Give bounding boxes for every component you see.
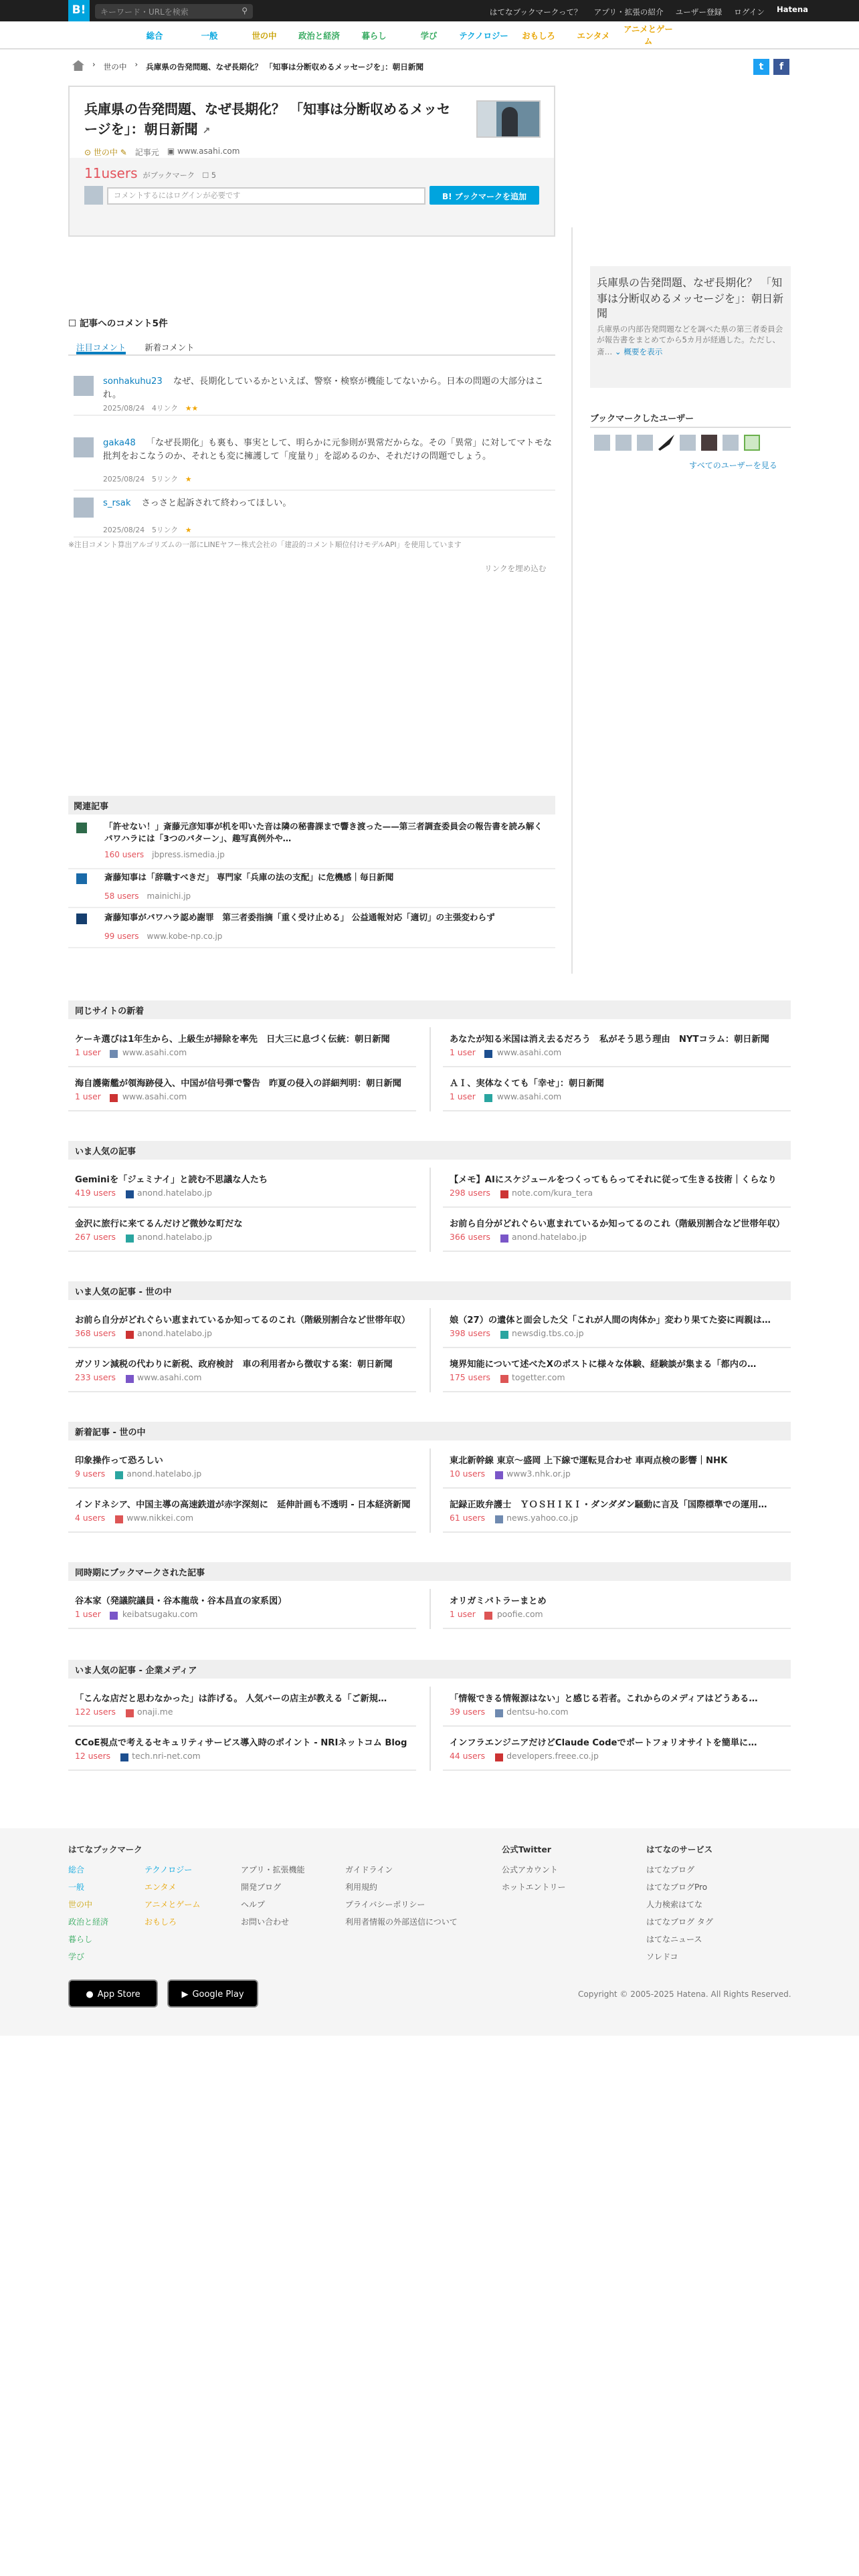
footer-link[interactable]: 暮らし (68, 1935, 93, 1945)
article-item (68, 1588, 416, 1629)
article-item (68, 1729, 416, 1771)
article-meta (75, 1189, 212, 1198)
comment-item (74, 437, 555, 491)
favicon-icon (494, 1471, 502, 1479)
favicon-icon (125, 1234, 133, 1242)
apple-icon: ● (86, 1988, 94, 1999)
entry-bookmark-area (70, 158, 554, 235)
related-item (68, 869, 555, 908)
avatar[interactable] (74, 498, 94, 518)
article-title[interactable]: インフラエンジニアだけどClaude Codeでポートフォリオサイトを簡単に… (450, 1737, 757, 1748)
favicon-icon (110, 1611, 118, 1619)
footer-link[interactable]: テクノロジー (145, 1866, 193, 1875)
favicon-icon (76, 823, 87, 833)
category-tab[interactable]: エンタメ (577, 31, 610, 41)
related-title[interactable]: 斎藤知事は「辞職すべきだ」 専門家「兵庫の法の支配」に危機感｜毎日新聞 (104, 873, 394, 883)
footer-col-services: はてなのサービス はてなブログ はてなブログPro 人力検索はてな はてなブログ タグ はてなニュース ソレドコ (646, 1842, 713, 1966)
top-bar (0, 0, 859, 21)
article-domain[interactable]: www.asahi.com (122, 1049, 187, 1058)
article-domain[interactable]: anond.hatelabo.jp (137, 1233, 212, 1243)
category-tab[interactable]: 一般 (201, 31, 218, 41)
comment-user[interactable]: gaka48 (103, 437, 136, 448)
article-title[interactable]: あなたが知る米国は消え去るだろう 私がそう思う理由 NYTコラム：朝日新聞 (450, 1034, 769, 1045)
comment-item (74, 498, 555, 538)
bookmark-user-count[interactable]: 11users がブックマーク ☐ 5 (84, 167, 216, 182)
article-users[interactable]: 1 user (450, 1610, 476, 1620)
link-label: リンク (156, 527, 178, 535)
article-meta (450, 1233, 587, 1243)
article-item (443, 1491, 791, 1533)
category-tab[interactable]: 世の中 (252, 31, 277, 41)
related-title[interactable]: 「許せない！」斎藤元彦知事が机を叩いた音は隣の秘書課まで響き渡った——第三者調査委員会の報告書を読み解く パワハラには「3つのパターン」、趣写真例外や… (104, 823, 543, 845)
entry-category[interactable]: ⊙ 世の中 ✎ (84, 148, 127, 158)
article-title[interactable]: 「情報できる情報源はない」と感じる若者。これからのメディアはどうある… (450, 1693, 758, 1704)
comment-user[interactable]: s_rsak (103, 498, 131, 508)
article-domain[interactable]: www.asahi.com (496, 1093, 562, 1102)
article-domain[interactable]: onaji.me (137, 1708, 173, 1717)
article-title[interactable]: 印象操作って恐ろしい (75, 1455, 163, 1466)
category-nav (0, 21, 859, 49)
footer (0, 1828, 859, 2036)
article-item (68, 1307, 416, 1348)
article-title[interactable]: オリガミバトラーまとめ (450, 1596, 547, 1606)
article-domain[interactable]: www.asahi.com (496, 1049, 562, 1058)
article-item (443, 1307, 791, 1348)
related-users[interactable]: 58 users (104, 892, 139, 901)
article-users[interactable]: 61 users (450, 1514, 486, 1523)
article-domain[interactable]: anond.hatelabo.jp (137, 1329, 212, 1339)
favicon-icon (110, 1093, 118, 1101)
article-users[interactable]: 175 users (450, 1374, 490, 1383)
footer-link[interactable]: ホットエントリー (502, 1883, 566, 1893)
article-domain[interactable]: www.nikkei.com (126, 1514, 193, 1523)
comment-meta (103, 473, 192, 484)
footer-link[interactable]: おもしろ (145, 1918, 177, 1927)
avatar[interactable] (658, 435, 674, 451)
column-divider (430, 1448, 431, 1533)
section-heading: 同時期にブックマークされた記事 (68, 1562, 791, 1581)
article-users[interactable]: 368 users (75, 1329, 116, 1339)
column-divider (430, 1687, 431, 1771)
comment-meta (103, 403, 198, 413)
entry-meta (84, 146, 240, 158)
avatar[interactable] (701, 435, 717, 451)
favicon-icon (500, 1330, 508, 1338)
column-divider (430, 1308, 431, 1392)
avatar[interactable] (637, 435, 653, 451)
related-domain[interactable]: mainichi.jp (147, 892, 191, 901)
article-domain[interactable]: www.asahi.com (122, 1093, 187, 1102)
footer-link[interactable]: 開発ブログ (241, 1883, 282, 1893)
article-item (443, 1588, 791, 1629)
column-divider (430, 1168, 431, 1252)
sidebar-title[interactable]: 兵庫県の告発問題、なぜ長期化？ 「知事は分断収めるメッセージを」：朝日新聞 (597, 277, 784, 320)
article-meta (75, 1329, 212, 1339)
category-tab[interactable]: 総合 (146, 31, 163, 41)
footer-col-bookmark-2 (145, 1862, 200, 1931)
article-domain[interactable]: www.asahi.com (137, 1374, 202, 1383)
article-meta (75, 1093, 187, 1102)
category-tab[interactable]: おもしろ (522, 31, 555, 41)
section-heading: いま人気の記事 (68, 1141, 791, 1160)
article-meta (450, 1189, 593, 1198)
section-heading: いま人気の記事 - 企業メディア (68, 1660, 791, 1679)
footer-link[interactable]: 総合 (68, 1866, 85, 1875)
sidebar-summary (590, 266, 791, 388)
article-domain[interactable]: developers.freee.co.jp (506, 1752, 599, 1761)
comment-item (74, 376, 555, 416)
article-users[interactable]: 12 users (75, 1752, 111, 1761)
footer-link[interactable]: はてなブログ (646, 1866, 695, 1875)
footer-link[interactable]: お問い合わせ (241, 1918, 290, 1927)
footer-link[interactable]: プライバシーポリシー (345, 1901, 425, 1910)
avatar[interactable] (723, 435, 739, 451)
article-item (443, 1729, 791, 1771)
column-divider (430, 1027, 431, 1111)
footer-link[interactable]: はてなブログPro (646, 1883, 708, 1893)
home-icon[interactable] (72, 60, 84, 71)
article-title[interactable]: お前ら自分がどれぐらい恵まれているか知ってるのこれ（階級別割合など世帯年収） (450, 1218, 785, 1229)
facebook-icon[interactable]: f (773, 59, 789, 75)
favicon-icon (120, 1753, 128, 1761)
avatar[interactable] (615, 435, 632, 451)
article-meta (75, 1233, 212, 1243)
bookmarked-users-avatars (594, 435, 760, 451)
article-users[interactable]: 267 users (75, 1233, 116, 1243)
footer-link[interactable]: エンタメ (145, 1883, 177, 1893)
article-title[interactable]: ケーキ選びは1年生から、上級生が掃除を率先 日大三に息づく伝統：朝日新聞 (75, 1034, 390, 1045)
see-all-users-link[interactable]: すべてのユーザーを見る (689, 461, 777, 471)
breadcrumb-category[interactable]: 世の中 (103, 64, 127, 72)
related-heading: 関連記事 (68, 796, 555, 815)
article-item (443, 1210, 791, 1252)
footer-col-bookmark: はてなブックマーク 総合 一般 世の中 政治と経済 暮らし 学び (68, 1842, 142, 1966)
footer-col-twitter: 公式Twitter 公式アカウント ホットエントリー (502, 1842, 566, 1897)
comment-body (103, 437, 553, 464)
article-domain[interactable]: news.yahoo.co.jp (506, 1514, 579, 1523)
entry-title[interactable]: 兵庫県の告発問題、なぜ長期化？ 「知事は分断収めるメッセージを」：朝日新聞 ↗ (84, 103, 450, 137)
article-meta (75, 1752, 201, 1761)
category-tab[interactable]: アニメとゲーム (624, 25, 673, 47)
external-link-icon[interactable]: ↗ (202, 125, 211, 136)
breadcrumb: › 世の中 › 兵庫県の告発問題、なぜ長期化？ 「知事は分断収めるメッセージを」：朝日新聞 (0, 55, 859, 76)
footer-link[interactable]: 人力検索はてな (646, 1901, 703, 1910)
copyright: Copyright © 2005-2025 Hatena. All Rights Reserved. (578, 1990, 791, 2000)
related-meta (104, 851, 225, 860)
comment-input[interactable]: コメントするにはログインが必要です (107, 187, 425, 204)
footer-link[interactable]: 一般 (68, 1883, 85, 1893)
article-item (68, 1351, 416, 1392)
article-title[interactable]: ＡＩ、実体なくても「幸せ」：朝日新聞 (450, 1078, 604, 1089)
article-title[interactable]: CCoE視点で考えるセキュリティサービス導入時のポイント - NRIネットコム Blog (75, 1737, 407, 1748)
comments-heading: ☐ 記事へのコメント5件 (68, 318, 168, 329)
article-item (68, 1685, 416, 1727)
article-title[interactable]: 記録正敗弁護士 ＹＯＳＨＩＫＩ・ダンダダン騒動に言及「国際標準での運用… (450, 1499, 767, 1510)
article-domain[interactable]: newsdig.tbs.co.jp (512, 1329, 584, 1339)
article-users[interactable]: 9 users (75, 1470, 106, 1479)
article-meta (450, 1610, 543, 1620)
article-item (443, 1685, 791, 1727)
article-domain[interactable]: togetter.com (512, 1374, 565, 1383)
article-users[interactable]: 1 user (75, 1049, 101, 1058)
article-item (68, 1070, 416, 1111)
article-item (68, 1210, 416, 1252)
comment-tabs (68, 341, 555, 356)
footer-link[interactable]: アニメとゲーム (145, 1901, 201, 1910)
article-users[interactable]: 122 users (75, 1708, 116, 1717)
top-link[interactable]: はてなブックマークって？ (489, 9, 582, 17)
article-domain[interactable]: poofie.com (496, 1610, 543, 1620)
favicon-icon (494, 1709, 502, 1717)
article-item (443, 1166, 791, 1208)
article-meta (75, 1610, 198, 1620)
article-meta (450, 1049, 561, 1058)
article-item (443, 1026, 791, 1067)
entry-box (68, 86, 555, 237)
article-meta (450, 1374, 565, 1383)
category-tab[interactable]: テクノロジー (459, 31, 508, 41)
comment-link-count[interactable]: 5 (151, 476, 157, 484)
related-users[interactable]: 160 users (104, 851, 145, 860)
footer-link[interactable]: ヘルプ (241, 1901, 266, 1910)
article-users[interactable]: 419 users (75, 1189, 116, 1198)
tab-new-comments[interactable]: 新着コメント (145, 344, 195, 353)
related-title[interactable]: 斎藤知事がパワハラ認め謝罪 第三者委指摘「重く受け止める」 公益通報対応「適切」の主張変わらず (104, 914, 495, 923)
search-input[interactable]: キーワード・URLを検索 ⚲ (95, 3, 253, 18)
column-divider (571, 227, 573, 974)
article-users[interactable]: 1 user (450, 1093, 476, 1102)
article-item (68, 1166, 416, 1208)
article-domain[interactable]: dentsu-ho.com (506, 1708, 569, 1717)
related-domain[interactable]: www.kobe-np.co.jp (147, 932, 223, 942)
related-meta (104, 892, 191, 901)
favicon-icon (485, 1611, 493, 1619)
article-item (68, 1447, 416, 1489)
article-title[interactable]: Geminiを「ジェミナイ」と読む不思議な人たち (75, 1174, 268, 1185)
related-domain[interactable]: jbpress.ismedia.jp (152, 851, 225, 860)
favicon-icon (76, 873, 87, 884)
star-icon[interactable]: ★ (185, 527, 192, 535)
favicon-icon (125, 1190, 133, 1198)
footer-link[interactable]: 利用者情報の外部送信について (345, 1918, 458, 1927)
article-meta (450, 1470, 571, 1479)
article-item (443, 1447, 791, 1489)
article-users[interactable]: 10 users (450, 1470, 486, 1479)
comment-box (84, 186, 425, 205)
comment-body (103, 498, 553, 511)
article-meta (75, 1374, 201, 1383)
entry-domain[interactable]: ▣ www.asahi.com (167, 147, 240, 156)
comment-link-count[interactable]: 5 (151, 527, 157, 535)
article-users[interactable]: 398 users (450, 1329, 490, 1339)
footer-link[interactable]: 公式アカウント (502, 1866, 558, 1875)
article-users[interactable]: 4 users (75, 1514, 106, 1523)
related-item (68, 909, 555, 948)
related-meta (104, 932, 222, 942)
add-bookmark-button[interactable]: B! ブックマークを追加 (430, 186, 539, 205)
embed-link[interactable]: リンクを埋め込む (484, 566, 547, 574)
article-meta (450, 1752, 599, 1761)
star-icon[interactable]: ★ (185, 476, 192, 484)
breadcrumb-title: 兵庫県の告発問題、なぜ長期化？ 「知事は分断収めるメッセージを」：朝日新聞 (146, 64, 424, 72)
article-item (443, 1351, 791, 1392)
hatena-bookmark-logo[interactable]: B! (68, 0, 90, 21)
section-heading: 新着記事 - 世の中 (68, 1422, 791, 1440)
search-icon[interactable]: ⚲ (242, 6, 248, 15)
comment-meta (103, 524, 192, 535)
article-title[interactable]: 谷本家（発議院議員・谷本龍哉・谷本昌直の家系図） (75, 1596, 287, 1606)
article-domain[interactable]: anond.hatelabo.jp (126, 1470, 202, 1479)
favicon-icon (125, 1330, 133, 1338)
link-label: リンク (156, 476, 178, 484)
comment-date: 2025/08/24 (103, 527, 145, 535)
top-link[interactable]: ユーザー登録 (675, 9, 723, 17)
footer-link[interactable]: 利用規約 (345, 1883, 378, 1893)
comment-text: さっさと起訴されて終わってほしい。 (141, 498, 292, 508)
article-meta (75, 1049, 187, 1058)
google-play-button[interactable]: ▶ Google Play (167, 1979, 258, 2008)
footer-link[interactable]: 学び (68, 1953, 85, 1962)
article-title[interactable]: 娘（27）の遺体と面会した父「これが人間の肉体か」変わり果てた姿に両親は… (450, 1315, 771, 1325)
comment-text: なぜ、長期化しているかといえば、警察・検察が機能してないから。日本の問題の大部分はこれ。 (103, 376, 544, 400)
favicon-icon (500, 1234, 508, 1242)
entry-source-label: 記事元 (134, 148, 159, 158)
favicon-icon (125, 1709, 133, 1717)
avatar (84, 186, 103, 205)
article-domain[interactable]: keibatsugaku.com (122, 1610, 198, 1620)
category-tab[interactable]: 学び (420, 31, 438, 41)
category-tab[interactable]: 暮らし (361, 31, 387, 41)
footer-link[interactable]: ガイドライン (345, 1866, 393, 1875)
article-item (443, 1070, 791, 1111)
article-users[interactable]: 233 users (75, 1374, 116, 1383)
article-users[interactable]: 44 users (450, 1752, 486, 1761)
footer-link[interactable]: 世の中 (68, 1901, 93, 1910)
footer-col-links (241, 1862, 305, 1931)
favicon-icon (114, 1471, 122, 1479)
favicon-icon (500, 1190, 508, 1198)
article-item (68, 1491, 416, 1533)
article-title[interactable]: 境界知能について述べたXのポストに様々な体験、経験談が集まる「都内の… (450, 1359, 757, 1370)
article-meta (75, 1708, 173, 1717)
favicon-icon (500, 1374, 508, 1382)
article-title[interactable]: 東北新幹線 東京～盛岡 上下線で運転見合わせ 車両点検の影響｜NHK (450, 1455, 728, 1466)
article-domain[interactable]: anond.hatelabo.jp (137, 1189, 212, 1198)
favicon-icon (494, 1753, 502, 1761)
sidebar-description: 兵庫県の内部告発問題などを調べた県の第三者委員会が報告書をまとめてから5カ月が経過した。ただし、斎… ⌄ 概要を表示 (597, 326, 783, 358)
article-domain[interactable]: note.com/kura_tera (512, 1189, 593, 1198)
avatar[interactable] (74, 437, 94, 457)
article-users[interactable]: 39 users (450, 1708, 486, 1717)
twitter-icon[interactable]: t (753, 59, 769, 75)
bookmarked-users-heading: ブックマークしたユーザー (590, 412, 791, 428)
article-meta (450, 1329, 584, 1339)
article-meta (75, 1470, 201, 1479)
section-heading: いま人気の記事 - 世の中 (68, 1281, 791, 1300)
article-domain[interactable]: anond.hatelabo.jp (512, 1233, 587, 1243)
top-link[interactable]: ログイン (734, 9, 765, 17)
footer-col-policy (345, 1862, 458, 1931)
favicon-icon (114, 1515, 122, 1523)
article-domain[interactable]: www3.nhk.or.jp (506, 1470, 571, 1479)
article-users[interactable]: 1 user (75, 1610, 101, 1620)
article-meta (75, 1514, 193, 1523)
avatar[interactable] (744, 435, 760, 451)
column-divider (430, 1589, 431, 1629)
article-title[interactable]: インドネシア、中国主導の高速鉄道が赤字深刻に 延伸計画も不透明 - 日本経済新聞 (75, 1499, 411, 1510)
footer-link[interactable]: はてなブログ タグ (646, 1918, 713, 1927)
article-meta (450, 1514, 578, 1523)
article-meta (450, 1093, 561, 1102)
section-heading: 同じサイトの新着 (68, 1000, 791, 1019)
article-title[interactable]: 「こんな店だと思わなかった」は詐げる。 人気バーの店主が教える「ご新規… (75, 1693, 387, 1704)
comment-user[interactable]: sonhakuhu23 (103, 376, 163, 387)
comment-date: 2025/08/24 (103, 405, 145, 413)
category-tab[interactable]: 政治と経済 (298, 31, 340, 41)
avatar[interactable] (594, 435, 610, 451)
favicon-icon (485, 1049, 493, 1057)
footer-link[interactable]: アプリ・拡張機能 (241, 1866, 305, 1875)
comment-algorithm-note: ※注目コメント算出アルゴリズムの一部にLINEヤフー株式会社の「建設的コメント順位付けモデルAPI」を使用しています (68, 542, 462, 550)
hatena-brand[interactable]: Hatena (776, 7, 808, 15)
entry-thumbnail[interactable] (476, 100, 541, 138)
article-title[interactable]: お前ら自分がどれぐらい恵まれているか知ってるのこれ（階級別割合など世帯年収） (75, 1315, 411, 1325)
article-title[interactable]: 海自護衛艦が領海跡侵入、中国が信号弾で警告 昨夏の侵入の詳細判明：朝日新聞 (75, 1078, 401, 1089)
article-users[interactable]: 366 users (450, 1233, 490, 1243)
avatar[interactable] (680, 435, 696, 451)
link-label: リンク (156, 405, 178, 413)
article-users[interactable]: 1 user (75, 1093, 101, 1102)
favicon-icon (110, 1049, 118, 1057)
footer-link[interactable]: 政治と経済 (68, 1918, 109, 1927)
favicon-icon (485, 1093, 493, 1101)
article-users[interactable]: 298 users (450, 1189, 490, 1198)
top-links (490, 5, 808, 17)
article-domain[interactable]: tech.nri-net.com (132, 1752, 201, 1761)
related-item (68, 819, 555, 869)
favicon-icon (125, 1374, 133, 1382)
article-title[interactable]: ガソリン減税の代わりに新税、政府検討 車の利用者から徴収する案：朝日新聞 (75, 1359, 393, 1370)
article-item (68, 1026, 416, 1067)
favicon-icon (494, 1515, 502, 1523)
article-title[interactable]: 【メモ】AIにスケジュールをつくってもらってそれに従って生きる技術｜くらなり (450, 1174, 777, 1185)
article-title[interactable]: 金沢に旅行に来てるんだけど微妙な町だな (75, 1218, 243, 1229)
related-users[interactable]: 99 users (104, 932, 139, 942)
share-buttons (753, 59, 789, 75)
footer-link[interactable]: ソレドコ (646, 1953, 678, 1962)
avatar[interactable] (74, 376, 94, 396)
comment-text: 「なぜ長期化」も裏も、事実として、明らかに元参則が異常だからな。その「異常」に対してマトモな批判をおこなうのか、それとも変に擁護して「度量り」を認めるのか、それだけの問題でしょう。 (103, 437, 553, 461)
play-icon: ▶ (181, 1988, 189, 1999)
footer-link[interactable]: はてなニュース (646, 1935, 702, 1945)
top-link[interactable]: アプリ・拡張の紹介 (593, 9, 664, 17)
app-store-button[interactable]: ● App Store (68, 1979, 158, 2008)
article-meta (450, 1708, 569, 1717)
show-summary-link[interactable]: ⌄ 概要を表示 (614, 349, 663, 358)
comment-date: 2025/08/24 (103, 476, 145, 484)
article-users[interactable]: 1 user (450, 1049, 476, 1058)
star-icon[interactable]: ★★ (185, 405, 199, 413)
favicon-icon (76, 914, 87, 924)
comment-body (103, 376, 553, 403)
comment-link-count[interactable]: 4 (151, 405, 157, 413)
tab-featured-comments[interactable]: 注目コメント (76, 341, 126, 354)
